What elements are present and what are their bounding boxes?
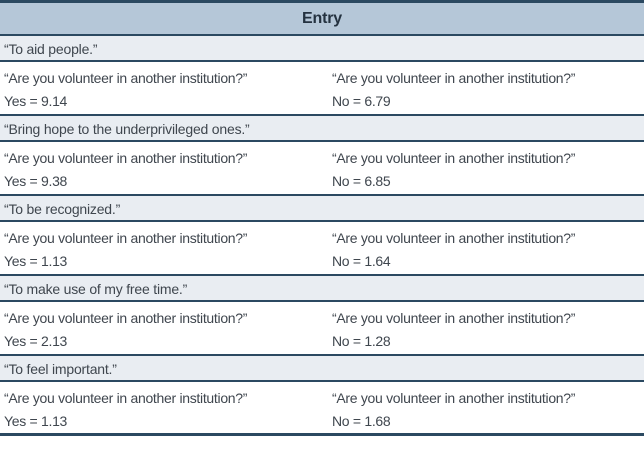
no-value: No = 6.79 [332, 93, 391, 109]
no-cell [322, 222, 644, 274]
question-text: “Are you volunteer in another institution?” [332, 230, 576, 246]
question-text: “Are you volunteer in another institution?” [332, 310, 576, 326]
data-row [0, 222, 644, 276]
quote-row: “Bring hope to the underprivileged ones.” [0, 116, 644, 142]
no-cell [322, 62, 644, 114]
question-text: “Are you volunteer in another institution?” [4, 70, 248, 86]
yes-cell [0, 302, 322, 354]
quote-row: “To feel important.” [0, 356, 644, 382]
quote-row: “To aid people.” [0, 36, 644, 62]
data-row [0, 142, 644, 196]
yes-value: Yes = 9.14 [4, 93, 68, 109]
question-text: “Are you volunteer in another institution?” [4, 150, 248, 166]
table-header: Entry [0, 3, 644, 36]
question-text: “Are you volunteer in another institution?” [332, 150, 576, 166]
question-text: “Are you volunteer in another institution?” [4, 390, 248, 406]
quote-row: “To be recognized.” [0, 196, 644, 222]
yes-value: Yes = 1.13 [4, 413, 68, 429]
quote-row: “To make use of my free time.” [0, 276, 644, 302]
no-value: No = 6.85 [332, 173, 391, 189]
no-cell [322, 302, 644, 354]
no-value: No = 1.64 [332, 253, 391, 269]
question-text: “Are you volunteer in another institution?” [4, 230, 248, 246]
yes-value: Yes = 1.13 [4, 253, 68, 269]
question-text: “Are you volunteer in another institution?” [332, 390, 576, 406]
yes-cell [0, 222, 322, 274]
no-cell [322, 142, 644, 194]
yes-value: Yes = 9.38 [4, 173, 68, 189]
yes-cell [0, 62, 322, 114]
question-text: “Are you volunteer in another institution?” [332, 70, 576, 86]
no-cell [322, 382, 644, 433]
no-value: No = 1.68 [332, 413, 391, 429]
yes-cell [0, 382, 322, 433]
data-row [0, 62, 644, 116]
question-text: “Are you volunteer in another institution?” [4, 310, 248, 326]
yes-cell [0, 142, 322, 194]
yes-value: Yes = 2.13 [4, 333, 68, 349]
data-row [0, 382, 644, 436]
no-value: No = 1.28 [332, 333, 391, 349]
data-row [0, 302, 644, 356]
